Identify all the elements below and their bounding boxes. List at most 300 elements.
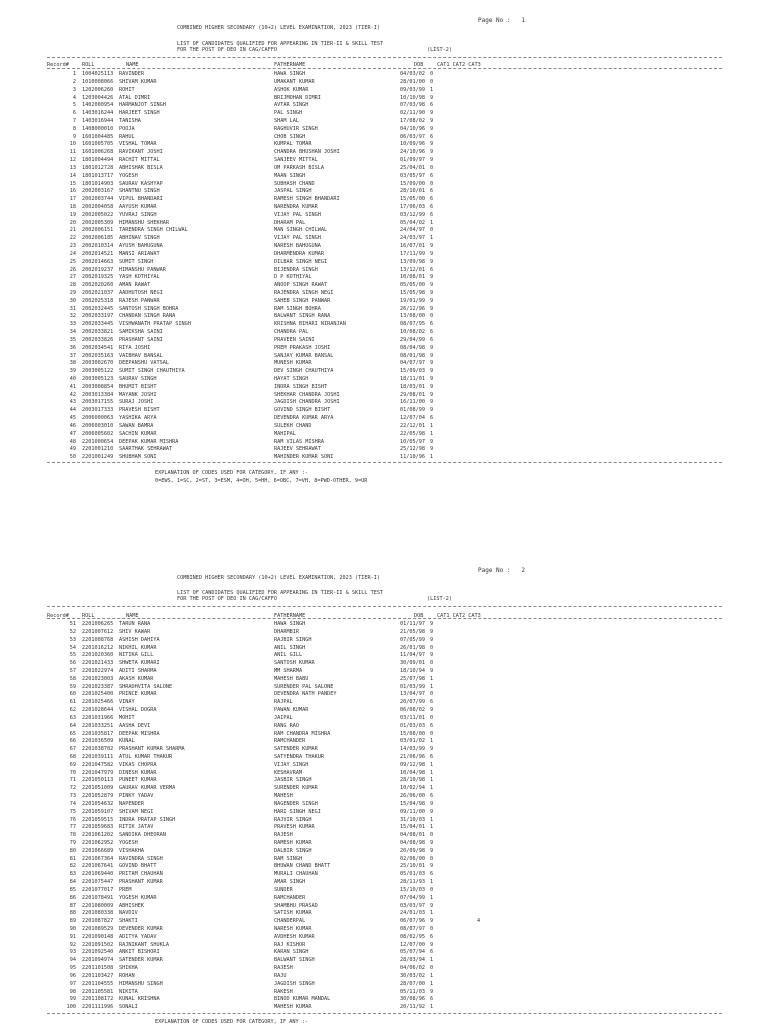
candidate-name: PRITAM CHAUHAN <box>119 871 163 878</box>
category-code: 6 <box>430 949 434 956</box>
roll-number: 2002035163 <box>82 352 114 359</box>
category-code: 6 <box>430 793 434 799</box>
candidate-name: ADITI SHARMA <box>119 667 157 674</box>
candidate-name: SUMIT SINGH CHAUTHIYA <box>119 368 185 375</box>
date-of-birth: 15/09/03 <box>400 368 425 375</box>
father-name: HAYAT SINGH <box>274 376 309 382</box>
category-code: 9 <box>430 941 434 948</box>
category-code: 9 <box>430 847 434 854</box>
category-2: 4 <box>477 918 481 925</box>
category-code: 1 <box>430 769 434 776</box>
table-row <box>0 118 768 125</box>
record-number: 79 <box>69 840 76 846</box>
candidate-name: PRASHANT SAINI <box>119 336 163 343</box>
roll-number: 2201023387 <box>82 683 114 690</box>
category-code: 9 <box>430 94 434 101</box>
father-name: OM PARKASH BISLA <box>274 164 324 171</box>
candidate-name: PREM <box>119 886 132 893</box>
category-code: 1 <box>430 86 434 93</box>
record-number: 33 <box>69 321 76 328</box>
date-of-birth: 01/03/03 <box>400 722 425 729</box>
category-code: 6 <box>430 172 434 179</box>
father-name: CHANDRA PAL <box>274 329 309 336</box>
record-number: 69 <box>69 761 76 768</box>
date-of-birth: 08/01/98 <box>400 352 425 359</box>
father-name: JASBIR SINGH <box>274 777 312 784</box>
roll-number: 2003008854 <box>82 383 114 390</box>
table-row <box>0 926 768 933</box>
table-row <box>0 243 768 250</box>
category-code: 1 <box>430 980 434 987</box>
table-row <box>0 173 768 180</box>
category-code: 6 <box>430 699 434 706</box>
father-name: INDRA SINGH BISHT <box>274 383 328 390</box>
date-of-birth: 25/04/01 <box>400 164 425 171</box>
father-name: GOVIND SINGH BISHT <box>274 407 331 414</box>
father-name: BALWANT SINGH RANA <box>274 313 331 320</box>
father-name: RAJESH <box>274 965 293 972</box>
table-row <box>0 165 768 172</box>
record-number: 82 <box>69 863 76 870</box>
candidate-name: RAHUL <box>119 133 135 140</box>
category-code: 0 <box>430 886 434 893</box>
roll-number: 2201091502 <box>82 941 114 948</box>
table-row <box>0 71 768 78</box>
category-code: 9 <box>430 621 434 627</box>
father-name: JAIPAL <box>274 714 293 721</box>
roll-number: 2002034541 <box>82 344 114 351</box>
candidate-name: SHRADHVITA SALONE <box>119 683 173 690</box>
father-name: AVTAR SINGH <box>274 102 309 109</box>
father-name: JASPAL SINGH <box>274 188 312 195</box>
category-code: 1 <box>430 761 434 768</box>
date-of-birth: 26/06/00 <box>400 793 425 799</box>
table-row <box>0 399 768 406</box>
date-of-birth: 28/10/01 <box>400 188 425 195</box>
date-of-birth: 24/01/03 <box>400 910 425 917</box>
father-name: AVDHESH KUMAR <box>274 933 315 940</box>
table-row <box>0 824 768 831</box>
date-of-birth: 31/10/03 <box>400 816 425 823</box>
father-name: SATISH KUMAR <box>274 910 312 917</box>
candidate-name: AADHUTOSH NEGI <box>119 290 163 296</box>
father-name: MAHINDER KUMAR SONI <box>274 454 334 461</box>
father-name: MAHIPAL <box>274 430 296 437</box>
record-number: 57 <box>69 667 76 674</box>
candidate-name: MOHIT <box>119 714 135 721</box>
record-number: 63 <box>69 714 76 721</box>
date-of-birth: 03/12/99 <box>400 211 425 218</box>
roll-number: 2201050113 <box>82 777 114 784</box>
father-name: ASHOK KUMAR <box>274 86 309 93</box>
father-name: DALBIR SINGH <box>274 847 312 854</box>
date-of-birth: 04/07/97 <box>400 360 425 367</box>
date-of-birth: 01/08/99 <box>400 407 425 414</box>
father-name: ANOOP SINGH RAWAT <box>274 282 328 289</box>
father-name: NAGENDER SINGH <box>274 800 318 807</box>
date-of-birth: 01/03/99 <box>400 683 425 690</box>
list-number: (LIST-2) <box>427 596 452 602</box>
candidate-name: PRASHANT KUMAR <box>119 879 163 886</box>
father-name: MAAN SINGH <box>274 172 306 179</box>
roll-number: 2003013384 <box>82 391 114 398</box>
table-row <box>0 274 768 281</box>
date-of-birth: 11/10/96 <box>400 454 425 461</box>
record-number: 84 <box>69 879 76 886</box>
table-row <box>0 329 768 336</box>
candidate-name: VISHAL TOMAR <box>119 141 157 148</box>
record-number: 2 <box>72 78 76 85</box>
record-number: 41 <box>69 383 76 390</box>
record-number: 8 <box>72 125 76 132</box>
candidate-name: AYUSH BAHUGUNA <box>119 243 163 249</box>
father-name: BHUWAN CHAND BHATT <box>274 863 331 870</box>
candidate-name: DINESH KUMAR <box>119 769 157 776</box>
col-father: FATHERNAME <box>274 613 306 619</box>
table-row <box>0 298 768 305</box>
date-of-birth: 29/08/01 <box>400 391 425 398</box>
record-number: 61 <box>69 699 76 706</box>
category-code: 6 <box>430 871 434 878</box>
father-name: NARESH BAHUGUNA <box>274 243 321 249</box>
roll-number: 2201023003 <box>82 675 114 682</box>
divider <box>47 57 722 58</box>
table-row <box>0 157 768 164</box>
roll-number: 2002005309 <box>82 219 114 226</box>
category-code: 9 <box>430 125 434 132</box>
roll-number: 2201006265 <box>82 621 114 627</box>
category-code: 6 <box>430 211 434 218</box>
roll-number: 1601004485 <box>82 133 114 140</box>
category-code: 9 <box>430 628 434 635</box>
divider <box>47 462 722 463</box>
record-number: 76 <box>69 816 76 823</box>
candidate-name: VISHAKHA <box>119 847 144 854</box>
father-name: MM SHARMA <box>274 667 303 674</box>
record-number: 45 <box>69 415 76 422</box>
date-of-birth: 29/04/99 <box>400 336 425 343</box>
record-number: 85 <box>69 886 76 893</box>
roll-number: 2201016212 <box>82 644 114 651</box>
roll-number: 1403016244 <box>82 110 114 117</box>
category-code: 1 <box>430 879 434 886</box>
candidate-name: SAARTHAK SEHRAWAT <box>119 446 173 453</box>
candidate-name: PRAVESH BISHT <box>119 407 160 414</box>
category-code: 6 <box>430 203 434 210</box>
roll-number: 2201087827 <box>82 918 114 925</box>
table-row <box>0 407 768 414</box>
category-code: 6 <box>430 996 434 1003</box>
candidate-name: ABHISHEK <box>119 902 144 909</box>
roll-number: 1403016944 <box>82 117 114 124</box>
candidate-name: INDRA PRATAP SINGH <box>119 816 176 823</box>
category-code: 9 <box>430 305 434 312</box>
col-roll: ROLL <box>82 62 95 68</box>
candidate-name: AASHA DEVI <box>119 722 151 729</box>
candidate-name: PRASHANT KUMAR SHARMA <box>119 746 185 753</box>
page-number: Page No : 2 <box>478 567 525 574</box>
father-name: RAGHUVIR SINGH <box>274 125 318 132</box>
category-code: 6 <box>430 196 434 203</box>
record-number: 7 <box>72 117 76 124</box>
father-name: BALWANT SINGH <box>274 957 315 964</box>
date-of-birth: 28/11/93 <box>400 879 425 886</box>
category-code: 9 <box>430 250 434 257</box>
candidate-name: KUNAL KRISHNA <box>119 996 160 1003</box>
roll-number: 2201103427 <box>82 972 114 979</box>
category-code: 9 <box>430 352 434 359</box>
father-name: RAJESH <box>274 832 293 839</box>
record-number: 11 <box>69 149 76 156</box>
candidate-name: TARUN RANA <box>119 621 151 627</box>
col-name: NAME <box>126 62 139 68</box>
date-of-birth: 10/08/02 <box>400 329 425 336</box>
table-row <box>0 110 768 117</box>
date-of-birth: 07/03/98 <box>400 102 425 109</box>
candidate-name: SHIV KAWAR <box>119 628 151 635</box>
category-code: 9 <box>430 863 434 870</box>
col-categories: CAT1 CAT2 CAT3 <box>437 62 481 68</box>
date-of-birth: 13/04/97 <box>400 691 425 698</box>
father-name: DHARMBIR <box>274 628 299 635</box>
table-row <box>0 981 768 988</box>
category-code: 1 <box>430 235 434 242</box>
date-of-birth: 25/12/98 <box>400 446 425 453</box>
table-row <box>0 282 768 289</box>
record-number: 89 <box>69 918 76 925</box>
candidate-name: YASHIKA ARYA <box>119 415 157 422</box>
candidate-name: YOGESH KUMAR <box>119 894 157 901</box>
father-name: SATYENDRA THAKUR <box>274 753 324 760</box>
candidate-name: HIMANSHU SINGH <box>119 980 163 987</box>
roll-number: 2002010314 <box>82 243 114 249</box>
category-code: 9 <box>430 290 434 296</box>
father-name: MAHESH KUMAR <box>274 1004 312 1011</box>
date-of-birth: 06/07/96 <box>400 918 425 925</box>
table-row <box>0 204 768 211</box>
roll-number: 2002014521 <box>82 250 114 257</box>
date-of-birth: 05/07/94 <box>400 949 425 956</box>
date-of-birth: 09/12/98 <box>400 761 425 768</box>
candidate-name: ANKIT BISHORI <box>119 949 160 956</box>
father-name: MUNESH KUMAR <box>274 360 312 367</box>
candidate-name: AKASH KUMAR <box>119 675 154 682</box>
divider <box>47 606 722 607</box>
date-of-birth: 13/12/01 <box>400 266 425 273</box>
date-of-birth: 10/02/94 <box>400 785 425 792</box>
father-name: RAJBIR SINGH <box>274 636 312 643</box>
table-row <box>0 454 768 461</box>
category-code: 6 <box>430 933 434 940</box>
roll-number: 1801004494 <box>82 157 114 163</box>
category-code: 1 <box>430 675 434 682</box>
father-name: PRAVEEN SAINI <box>274 336 315 343</box>
table-row <box>0 785 768 792</box>
col-record: Record# <box>47 62 69 68</box>
category-code: 1 <box>430 957 434 964</box>
date-of-birth: 24/10/96 <box>400 149 425 156</box>
date-of-birth: 06/08/02 <box>400 707 425 713</box>
date-of-birth: 04/08/01 <box>400 832 425 839</box>
category-code: 6 <box>430 722 434 729</box>
candidate-name: PINKY YADAV <box>119 793 154 799</box>
father-name: SHEKHAR CHANDRA JOSHI <box>274 391 340 398</box>
candidate-name: ATAL DIMRI <box>119 94 151 101</box>
category-code: 9 <box>430 243 434 249</box>
date-of-birth: 17/06/03 <box>400 203 425 210</box>
table-row <box>0 879 768 886</box>
category-code: 0 <box>430 714 434 721</box>
record-number: 4 <box>72 94 76 101</box>
roll-number: 2201001210 <box>82 446 114 453</box>
table-row <box>0 251 768 258</box>
roll-number: 2201075447 <box>82 879 114 886</box>
record-number: 38 <box>69 360 76 367</box>
candidate-name: HIMANSHU SHEKHAR <box>119 219 169 226</box>
roll-number: 2201038702 <box>82 746 114 753</box>
record-number: 52 <box>69 628 76 635</box>
record-number: 21 <box>69 227 76 234</box>
roll-number: 2201059683 <box>82 824 114 831</box>
record-number: 37 <box>69 352 76 359</box>
record-number: 36 <box>69 344 76 351</box>
record-number: 87 <box>69 902 76 909</box>
category-code: 6 <box>430 188 434 195</box>
roll-number: 2201094974 <box>82 957 114 964</box>
table-row <box>0 423 768 430</box>
date-of-birth: 02/06/00 <box>400 855 425 862</box>
date-of-birth: 15/10/03 <box>400 886 425 893</box>
candidate-name: SHIVAM KUMAR <box>119 78 157 85</box>
list-title: LIST OF CANDIDATES QUALIFIED FOR APPEARING IN TIER-II & SKILL TEST <box>177 590 384 596</box>
date-of-birth: 08/04/98 <box>400 344 425 351</box>
date-of-birth: 21/05/98 <box>400 628 425 635</box>
candidate-name: SHUBHAM SONI <box>119 454 157 461</box>
divider <box>47 1013 722 1014</box>
record-number: 20 <box>69 219 76 226</box>
candidate-name: CHANDAN SINGH RANA <box>119 313 176 320</box>
date-of-birth: 10/05/97 <box>400 438 425 445</box>
table-row <box>0 313 768 320</box>
record-number: 59 <box>69 683 76 690</box>
table-row <box>0 691 768 698</box>
roll-number: 2201101508 <box>82 965 114 972</box>
candidate-name: SACHIN KUMAR <box>119 430 157 437</box>
date-of-birth: 15/04/98 <box>400 800 425 807</box>
category-code: 0 <box>430 691 434 698</box>
category-code: 9 <box>430 988 434 995</box>
table-row <box>0 415 768 422</box>
record-number: 1 <box>72 71 76 77</box>
date-of-birth: 18/10/94 <box>400 667 425 674</box>
date-of-birth: 12/07/04 <box>400 415 425 422</box>
table-row <box>0 227 768 234</box>
category-code: 0 <box>430 855 434 862</box>
father-name: NARENDRA KUMAR <box>274 203 318 210</box>
date-of-birth: 03/03/97 <box>400 902 425 909</box>
table-row <box>0 910 768 917</box>
record-number: 96 <box>69 972 76 979</box>
date-of-birth: 04/03/02 <box>400 71 425 77</box>
roll-number: 2201036509 <box>82 738 114 745</box>
father-name: RAJ KISHOR <box>274 941 306 948</box>
table-row <box>0 652 768 659</box>
date-of-birth: 05/04/02 <box>400 219 425 226</box>
father-name: MURALI CHAUHAN <box>274 871 318 878</box>
date-of-birth: 21/06/96 <box>400 753 425 760</box>
father-name: SULEKH CHAND <box>274 422 312 429</box>
candidate-name: ADITYA YADAV <box>119 933 157 940</box>
table-row <box>0 267 768 274</box>
father-name: SATENDER KUMAR <box>274 746 318 753</box>
table-row <box>0 707 768 714</box>
candidate-name: NITIKA GILL <box>119 652 154 659</box>
record-number: 68 <box>69 753 76 760</box>
table-row <box>0 863 768 870</box>
category-code: 9 <box>430 383 434 390</box>
father-name: SANJEEV MITTAL <box>274 157 318 163</box>
father-name: SAHEB SINGH PANWAR <box>274 297 331 304</box>
candidate-name: MANSI ARIAWAT <box>119 250 160 257</box>
category-code: 6 <box>430 102 434 109</box>
record-number: 90 <box>69 926 76 932</box>
category-code: 0 <box>430 660 434 667</box>
candidate-name: RAJNIKANT SHUKLA <box>119 941 169 948</box>
father-name: RAMESH KUMAR <box>274 840 312 846</box>
date-of-birth: 17/11/99 <box>400 250 425 257</box>
date-of-birth: 15/05/00 <box>400 196 425 203</box>
record-number: 75 <box>69 808 76 815</box>
father-name: HAWA SINGH <box>274 621 306 627</box>
father-name: SANTOSH KUMAR <box>274 660 315 667</box>
father-name: VIJAY SINGH <box>274 761 309 768</box>
category-code: 1 <box>430 972 434 979</box>
date-of-birth: 19/01/99 <box>400 297 425 304</box>
table-row <box>0 832 768 839</box>
father-name: HAWA SINGH <box>274 71 306 77</box>
roll-number: 2201022974 <box>82 667 114 674</box>
father-name: RAKESH <box>274 988 293 995</box>
category-code: 1 <box>430 219 434 226</box>
father-name: KARAN SINGH <box>274 949 309 956</box>
candidate-name: ASHISH DAHIYA <box>119 636 160 643</box>
candidate-name: SHWETA KUMARI <box>119 660 160 667</box>
table-row <box>0 149 768 156</box>
date-of-birth: 03/01/02 <box>400 738 425 745</box>
table-row <box>0 384 768 391</box>
date-of-birth: 08/07/95 <box>400 321 425 328</box>
date-of-birth: 18/03/01 <box>400 383 425 390</box>
date-of-birth: 07/05/99 <box>400 636 425 643</box>
divider <box>47 618 722 619</box>
candidate-name: ABHISHAK BISLA <box>119 164 163 171</box>
category-code: 9 <box>430 258 434 265</box>
roll-number: 2201054632 <box>82 800 114 807</box>
record-number: 9 <box>72 133 76 140</box>
divider <box>47 68 722 69</box>
candidate-name: SURAJ JOSHI <box>119 399 154 406</box>
father-name: PAL SINGH <box>274 110 303 117</box>
roll-number: 2201069440 <box>82 871 114 878</box>
candidate-name: PRINCE KUMAR <box>119 691 157 698</box>
category-code: 9 <box>430 368 434 375</box>
candidate-name: YOGESH <box>119 172 138 179</box>
date-of-birth: 07/04/99 <box>400 894 425 901</box>
candidate-name: NAVDIV <box>119 910 138 917</box>
table-row <box>0 996 768 1003</box>
table-row <box>0 738 768 745</box>
father-name: D P KOTHIYAL <box>274 274 312 281</box>
